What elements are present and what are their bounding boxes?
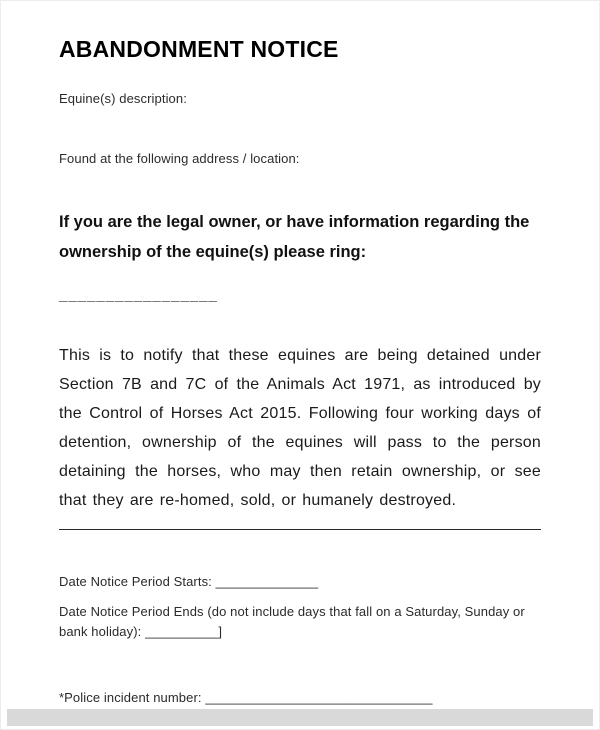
police-incident-label: *Police incident number: xyxy=(59,690,202,705)
police-incident-line xyxy=(59,688,541,708)
owner-contact-notice: If you are the legal owner, or have information regarding the ownership of the equine(s) please ring: xyxy=(59,213,530,261)
detention-paragraph: This is to notify that these equines are being detained under Section 7B and 7C of the Animals Act 1971, as introduced by the Control of Horses Act 2015. Following four working days of detention, ownership of the equines will pass to the person detaining the horses, who may then retain ownership, or see that they are re-homed, sold, or humanely destroyed. xyxy=(59,347,541,509)
date-ends-blank: __________] xyxy=(145,624,223,639)
date-ends-line xyxy=(59,602,541,642)
found-at-label: Found at the following address / location: xyxy=(59,151,300,166)
ruled-fill-line xyxy=(59,529,541,530)
police-incident-blank: _______________________________ xyxy=(205,690,433,705)
date-starts-line xyxy=(59,572,541,592)
date-starts-label: Date Notice Period Starts: xyxy=(59,574,212,589)
date-ends-label: Date Notice Period Ends (do not include days that fall on a Saturday, Sunday or bank holiday): xyxy=(59,604,525,639)
page-gap-strip xyxy=(7,709,593,726)
phone-blank-line: _________________ xyxy=(59,287,218,304)
equine-description-label: Equine(s) description: xyxy=(59,91,187,106)
document-title: ABANDONMENT NOTICE xyxy=(59,36,339,62)
document-page xyxy=(1,1,599,708)
date-starts-blank: ______________ xyxy=(215,574,319,589)
